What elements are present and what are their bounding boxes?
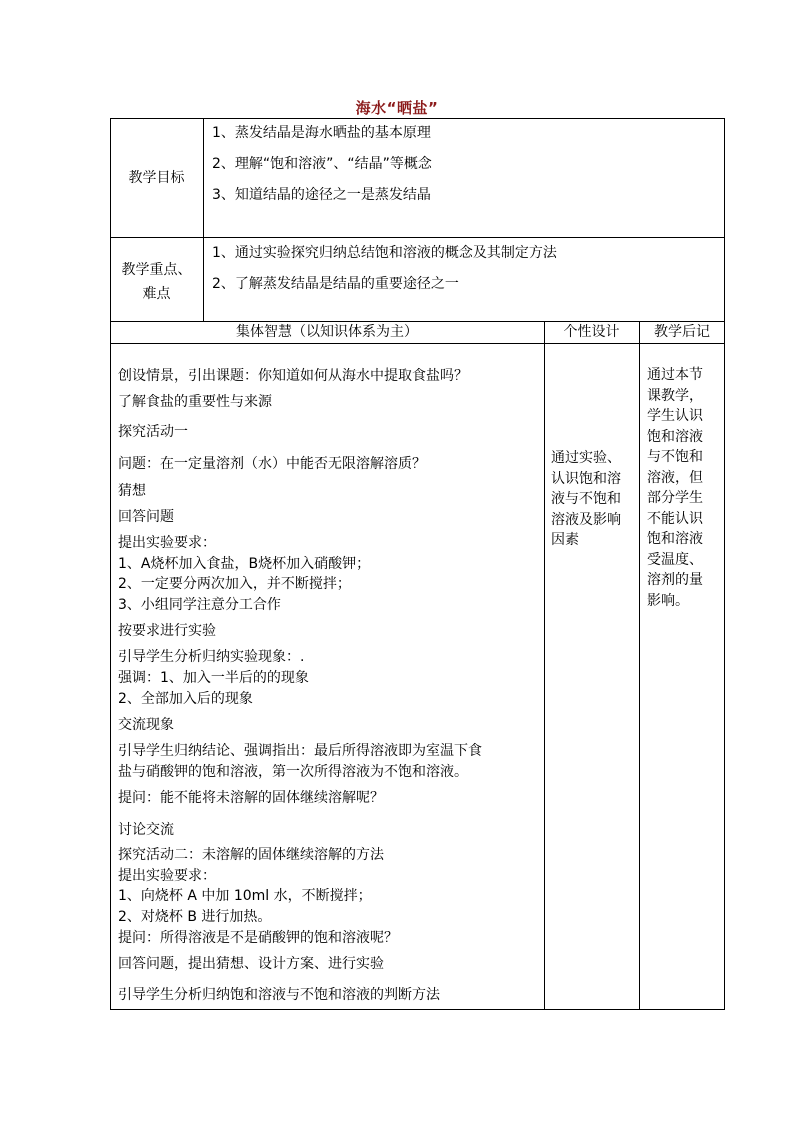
main-line: 2、一定要分两次加入，并不断搅拌；: [118, 576, 351, 592]
reflection-line: 受温度、: [647, 551, 703, 568]
main-line: 回答问题，提出猜想、设计方案、进行实验: [118, 956, 384, 972]
reflection-line: 学生认识: [647, 408, 703, 424]
main-line: 猜想: [118, 483, 146, 499]
main-line: 回答问题: [118, 509, 174, 525]
teaching-reflection: [647, 365, 723, 611]
reflection-line: 影响。: [647, 592, 689, 609]
goals-label: 教学目标: [128, 170, 185, 186]
individual-line: 认识饱和溶: [551, 470, 621, 487]
reflection-line: 饱和溶液: [647, 531, 703, 547]
main-line: 2、对烧杯 B 进行加热。: [118, 909, 272, 925]
goal-item: 1、蒸发结晶是海水晒盐的基本原理: [212, 125, 431, 141]
main-line: 提问：所得溶液是不是硝酸钾的饱和溶液呢？: [118, 930, 398, 946]
main-line: 提问：能不能将未溶解的固体继续溶解呢？: [118, 790, 384, 806]
reflection-line: 通过本节: [647, 367, 703, 383]
individual-line: 因素: [551, 532, 579, 548]
main-line: 1、A烧杯加入食盐，B烧杯加入硝酸钾；: [118, 556, 371, 572]
main-line: 提出实验要求：: [118, 868, 216, 884]
main-line: 交流现象: [118, 717, 174, 733]
main-line: 按要求进行实验: [118, 623, 216, 639]
reflection-line: 溶剂的量: [647, 572, 703, 588]
column-divider: [544, 321, 545, 1010]
key-points-label-line1: 教学重点、: [121, 262, 192, 278]
individual-line: 溶液及影响: [551, 511, 621, 528]
main-line: 强调：1、加入一半后的的现象: [118, 670, 309, 686]
main-line: 探究活动二：未溶解的固体继续溶解的方法: [118, 847, 384, 863]
key-point-item: 2、了解蒸发结晶是结晶的重要途径之一: [212, 276, 459, 292]
goal-item: 3、知道结晶的途径之一是蒸发结晶: [212, 187, 431, 203]
main-line: 引导学生分析归纳饱和溶液与不饱和溶液的判断方法: [118, 987, 440, 1003]
column-divider: [639, 321, 640, 1010]
individual-design: [551, 448, 639, 551]
goal-item: 2、理解“饱和溶液”、“结晶”等概念: [212, 156, 432, 172]
reflection-line: 与不饱和: [647, 449, 703, 465]
main-line: 创设情景，引出课题：你知道如何从海水中提取食盐吗？: [118, 368, 468, 384]
main-line: 提出实验要求：: [118, 535, 216, 551]
key-points-label-line2: 难点: [142, 286, 171, 302]
reflection-line: 溶液，但: [647, 469, 703, 486]
main-line: 1、向烧杯 A 中加 10ml 水，不断搅拌；: [118, 888, 372, 904]
main-line: 3、小组同学注意分工合作: [118, 597, 281, 613]
reflection-line: 饱和溶液: [647, 428, 703, 445]
header-individual: 个性设计: [563, 324, 620, 340]
document-title: 海水“晒盐”: [355, 99, 439, 117]
header-reflection: 教学后记: [654, 324, 710, 340]
key-point-item: 1、通过实验探究归纳总结饱和溶液的概念及其制定方法: [212, 245, 557, 261]
main-line: 引导学生归纳结论、强调指出：最后所得溶液即为室温下食: [118, 743, 482, 759]
individual-line: 液与不饱和: [551, 491, 621, 507]
reflection-line: 不能认识: [647, 510, 703, 527]
header-collective: 集体智慧（以知识体系为主）: [236, 324, 418, 340]
reflection-line: 课教学，: [647, 387, 703, 404]
main-line: 探究活动一: [118, 424, 188, 440]
reflection-line: 部分学生: [647, 490, 703, 506]
main-line: 2、全部加入后的现象: [118, 691, 253, 707]
main-line: 引导学生分析归纳实验现象：.: [118, 649, 305, 665]
main-line: 问题：在一定量溶剂（水）中能否无限溶解溶质？: [118, 456, 426, 472]
main-line: 了解食盐的重要性与来源: [118, 394, 272, 410]
main-content: [118, 0, 542, 1010]
individual-line: 通过实验、: [551, 450, 621, 466]
main-line: 讨论交流: [118, 822, 174, 838]
main-line: 盐与硝酸钾的饱和溶液，第一次所得溶液为不饱和溶液。: [118, 764, 468, 780]
